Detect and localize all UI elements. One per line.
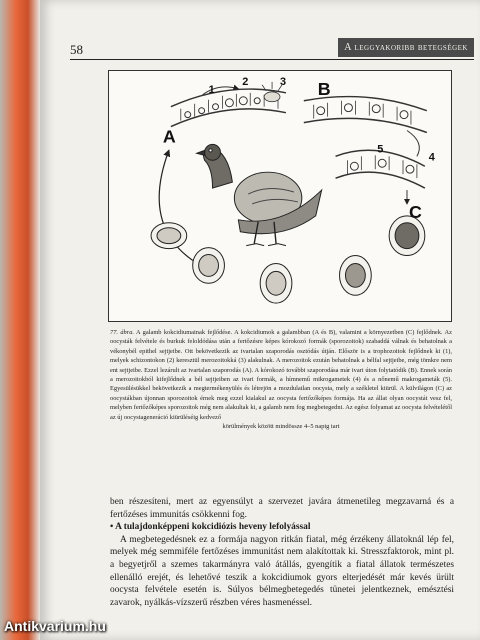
figure-caption — [110, 328, 452, 431]
label-5: 5 — [377, 143, 384, 156]
book-spine-edge — [0, 0, 40, 640]
intestine-wall-b — [304, 97, 427, 204]
coccidia-lifecycle-figure — [108, 70, 452, 322]
section-subheading: • A tulajdonképpeni kokcidiózis heveny lefolyással — [110, 522, 311, 533]
page-header — [70, 38, 474, 60]
caption-tail: körülmények között mindössze 4–5 napig tart — [222, 423, 340, 431]
caption-number: 77. ábra. — [110, 329, 135, 336]
label-3: 3 — [280, 75, 287, 88]
paragraph-acute-coccidiosis: A megbetegedésnek ez a formája nagyon ritkán fiatal, még érzékeny állatoknál lép fel, melyek még semmiféle fertőzéses immunitást nem alakítottak ki. Stresszfaktorok, mint pl. a begyetjről a szemes takarmányra való átállás, gyengítik a fiatal állatok természetes ellenálló erejét, és lehetővé teszik a kokcidiumok gyors elterjedését már kevés ürült oocysta felvétele esetén is. Súlyos bélmegbetegedés tünetei jelentkeznek, emésztési zavarok, nyálkás-vízszerű részben véres hasmenéssel. — [110, 534, 454, 608]
label-a: A — [162, 126, 176, 147]
section-title: A leggyakoribb betegségek — [338, 38, 474, 57]
lifecycle-diagram — [109, 71, 451, 321]
label-4: 4 — [428, 151, 435, 164]
pigeon-icon — [197, 144, 322, 245]
page-number: 58 — [70, 42, 83, 57]
label-b: B — [317, 78, 331, 99]
paragraph-continuation: ben részesíteni, mert az egyensúlyt a szervezet javára átmenetileg megzavarná és a fertőzéses immunitás csökkenni fog. — [110, 497, 454, 520]
label-1: 1 — [208, 83, 215, 96]
label-c: C — [408, 201, 422, 222]
caption-text: A galamb kokcidiumainak fejlődése. A kokcidiumok a galambban (A és B), valamint a környezetben (C) fejlődnek. Az oocysták felvétele és burkuk feloldódása után a fertőzésre képes kórokozó formák (sporozoitok) szabaddá válnak és behatolnak a vékonybél epithel sejtjeibe. Ott bekövetkezik az ivartalan szaporodás osztódás útján. Először is a trophozoitok fejlődnek ki (1), melyek schizontokon (2) keresztül merozoitokká (3) alakulnak. A merozoitok ezután behatolnak a bélfal sejtjeibe, még tömkre nem ent sejtjeibe. Ezzel lezárult az ivartalan szaporodás (A). A kórokozó további szaporodása már ivari úton folytatódik (B). Ennek során a merozoitokból kifejlődnek a bél sejtjeiben az ivari formák, a hímnemű mikrogametek (4) és a nőnemű makrogameták (5). Egyesülésükkel bekövetkezik a megtermékenyülés és létrejön a mozdulatlan oocysta, mely a székletel kiürül. A külvilágon (C) az oocystákban újonnan sporozoitok érnek meg ezzel kialakul az oocysta fertőzőképes formája. Ha az állat olyan oocystát vesz fel, melyben fertőzőképes sporozoitok még nem alakultak ki, a galamb nem fog megbetegedni. Az egész folyamat az oocysta felvételétől az új oocystageneráció kiürüléséig kedvező — [110, 329, 452, 421]
label-2: 2 — [242, 75, 249, 88]
body-text — [110, 496, 454, 609]
watermark-logo: Antikvarium.hu — [4, 618, 106, 634]
